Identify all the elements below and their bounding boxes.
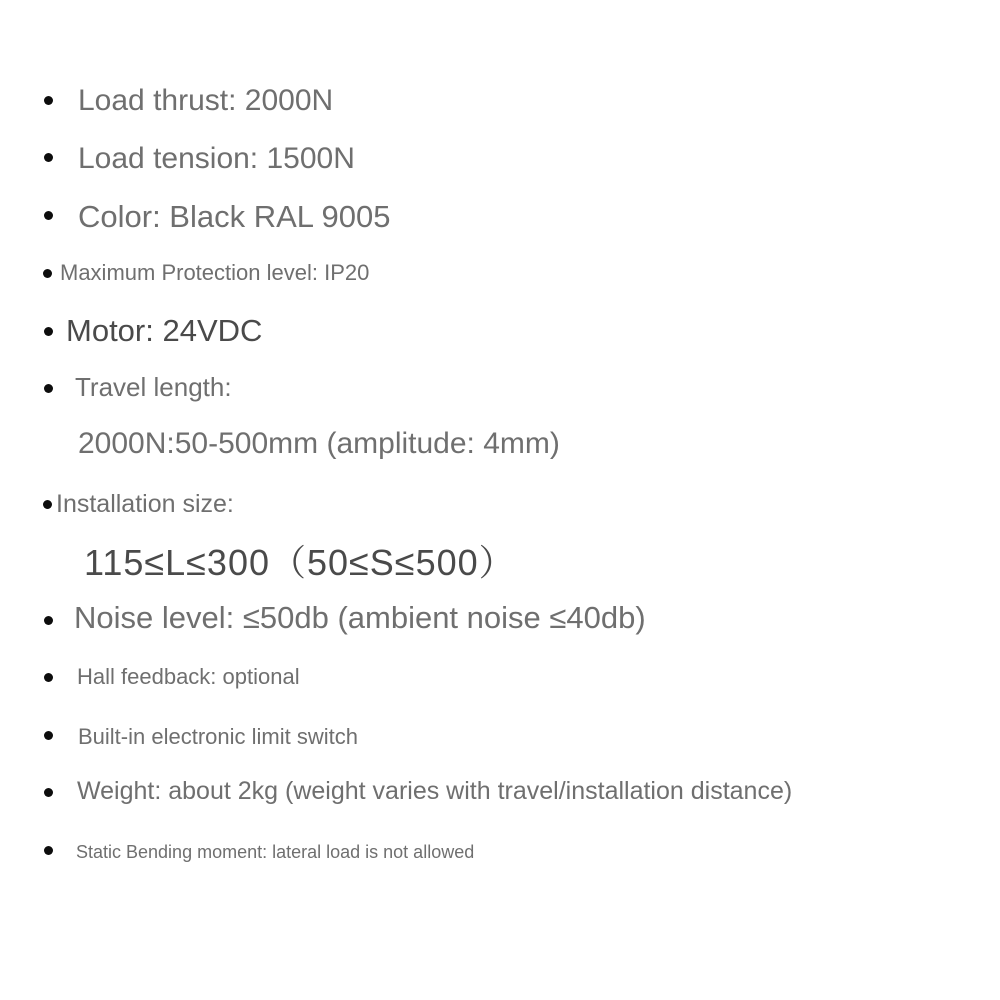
bullet-icon [44, 153, 53, 162]
bullet-icon [43, 269, 52, 278]
spec-text: Motor: 24VDC [66, 313, 263, 348]
spec-text: Installation size: [56, 490, 234, 518]
bullet-icon [44, 96, 53, 105]
bullet-icon [44, 616, 53, 625]
spec-text: Travel length: [75, 372, 232, 402]
bullet-icon [43, 500, 52, 509]
spec-text: Static Bending moment: lateral load is not allowed [76, 842, 475, 862]
bullet-icon [44, 846, 53, 855]
spec-detail: 2000N:50-500mm (amplitude: 4mm) [78, 427, 560, 460]
spec-text: Load tension: 1500N [78, 142, 355, 175]
bullet-icon [44, 788, 53, 797]
bullet-icon [44, 211, 53, 220]
spec-text: Built-in electronic limit switch [78, 724, 358, 749]
spec-detail: 115≤L≤300（50≤S≤500） [84, 542, 516, 583]
bullet-icon [44, 384, 53, 393]
spec-text: Noise level: ≤50db (ambient noise ≤40db) [74, 600, 646, 635]
bullet-icon [44, 731, 53, 740]
bullet-icon [44, 673, 53, 682]
spec-text: Hall feedback: optional [77, 664, 300, 689]
spec-text: Weight: about 2kg (weight varies with travel/installation distance) [77, 777, 793, 805]
spec-text: Load thrust: 2000N [78, 84, 334, 117]
spec-text: Maximum Protection level: IP20 [60, 260, 370, 285]
spec-text: Color: Black RAL 9005 [78, 199, 391, 234]
bullet-icon [44, 327, 53, 336]
